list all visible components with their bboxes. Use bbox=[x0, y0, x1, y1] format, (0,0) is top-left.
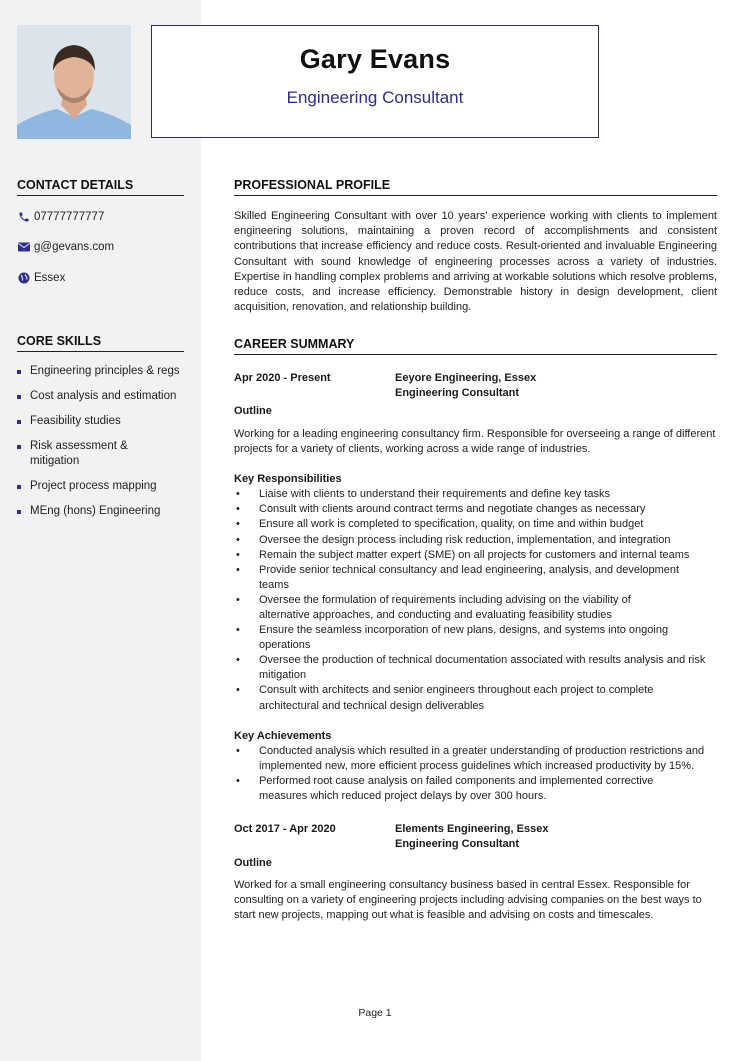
job-outline: Working for a leading engineering consultancy firm. Responsible for overseeing a range of different projects for a variety of clients, working across a wide range of industries. bbox=[234, 427, 716, 455]
list-item: • Ensure all work is completed to specification, quality, on time and within budget bbox=[234, 517, 717, 532]
list-item: • Remain the subject matter expert (SME) on all projects for customers and internal teams bbox=[234, 548, 717, 563]
list-item: • Consult with architects and senior engineers throughout each project to complete architectural and technical design deliverables bbox=[234, 683, 717, 713]
envelope-icon bbox=[17, 241, 30, 254]
career-section bbox=[234, 337, 717, 923]
location-text: Essex bbox=[34, 271, 66, 284]
skills-section bbox=[17, 334, 184, 529]
job-header bbox=[234, 822, 717, 852]
achievements-label: Key Achievements bbox=[234, 729, 332, 742]
list-item: • Provide senior technical consultancy and lead engineering, analysis, and development teams bbox=[234, 563, 717, 593]
job-outline: Worked for a small engineering consultancy business based in central Essex. Responsible for consulting on a variety of engineering projects including advising companies on the best ways to start new projects, mapping out what is feasible and advising on costs and timescales. bbox=[234, 878, 702, 922]
job-position: Engineering Consultant bbox=[395, 838, 520, 851]
sidebar bbox=[0, 0, 201, 1061]
candidate-name: Gary Evans bbox=[299, 44, 451, 74]
name-header bbox=[151, 25, 599, 138]
contact-phone bbox=[17, 209, 184, 224]
skill-item: Project process mapping bbox=[17, 479, 184, 494]
skill-item: Engineering principles & regs bbox=[17, 364, 184, 379]
contact-email bbox=[17, 240, 184, 255]
skill-item: Cost analysis and estimation bbox=[17, 389, 184, 404]
list-item: • Conducted analysis which resulted in a greater understanding of production restrictions and implemented new, more efficient process guidelines which increased productivity by 15%. bbox=[234, 744, 717, 774]
profile-text: Skilled Engineering Consultant with over 10 years’ experience working with clients to implement engineering solutions, maintaining a proven record of accomplishments and consistent contributions that increase efficiency and reduce costs. Result-oriented and invaluable Engineering Consultant with sound knowledge of engineering processes across a variety of industries. Expertise in handling complex problems and arriving at workable solutions which resolve problems, reduce costs, and increase efficiency. Demonstrable history in design development, client acquisition, renovation, and relationship building. bbox=[234, 210, 717, 314]
outline-label: Outline bbox=[234, 856, 272, 869]
job-header bbox=[234, 371, 717, 401]
phone-text: 07777777777 bbox=[34, 210, 105, 223]
profile-section bbox=[234, 178, 717, 315]
list-item: • Oversee the formulation of requirements including advising on the viability of alternative approaches, and conducting and evaluating feasibility studies bbox=[234, 593, 717, 623]
career-title: CAREER SUMMARY bbox=[234, 337, 717, 355]
job-position: Engineering Consultant bbox=[395, 387, 520, 400]
job-entry bbox=[234, 371, 717, 804]
job-company: Eeyore Engineering, Essex bbox=[395, 372, 537, 384]
profile-title: PROFESSIONAL PROFILE bbox=[234, 178, 717, 196]
skill-item: Feasibility studies bbox=[17, 414, 184, 429]
contact-title: CONTACT DETAILS bbox=[17, 178, 184, 196]
skill-item: Risk assessment & mitigation bbox=[17, 439, 137, 469]
phone-icon bbox=[17, 210, 30, 223]
email-text: g@gevans.com bbox=[34, 241, 115, 253]
responsibilities-list bbox=[234, 487, 717, 713]
outline-label: Outline bbox=[234, 405, 272, 418]
list-item: • Liaise with clients to understand their requirements and define key tasks bbox=[234, 487, 717, 502]
job-entry bbox=[234, 822, 717, 923]
job-dates: Apr 2020 - Present bbox=[234, 372, 331, 384]
contact-section bbox=[17, 178, 184, 301]
list-item: • Consult with clients around contract terms and negotiate changes as necessary bbox=[234, 502, 717, 517]
job-company: Elements Engineering, Essex bbox=[395, 823, 549, 836]
list-item: • Ensure the seamless incorporation of new plans, designs, and systems into ongoing operations bbox=[234, 623, 717, 653]
page-number: Page 1 bbox=[358, 1007, 392, 1019]
list-item: • Oversee the design process including risk reduction, implementation, and integration bbox=[234, 533, 717, 548]
candidate-role: Engineering Consultant bbox=[286, 88, 464, 107]
responsibilities-label: Key Responsibilities bbox=[234, 473, 342, 486]
skill-item: MEng (hons) Engineering bbox=[17, 504, 184, 519]
achievements-list bbox=[234, 744, 717, 804]
globe-icon bbox=[17, 271, 30, 284]
list-item: • Oversee the production of technical documentation associated with results analysis and risk mitigation bbox=[234, 653, 717, 683]
profile-photo bbox=[17, 25, 131, 139]
job-dates: Oct 2017 - Apr 2020 bbox=[234, 823, 336, 836]
list-item: • Performed root cause analysis on failed components and implemented corrective measures which reduced project delays by over 300 hours. bbox=[234, 774, 717, 804]
skills-title: CORE SKILLS bbox=[17, 334, 184, 352]
contact-location bbox=[17, 270, 184, 285]
